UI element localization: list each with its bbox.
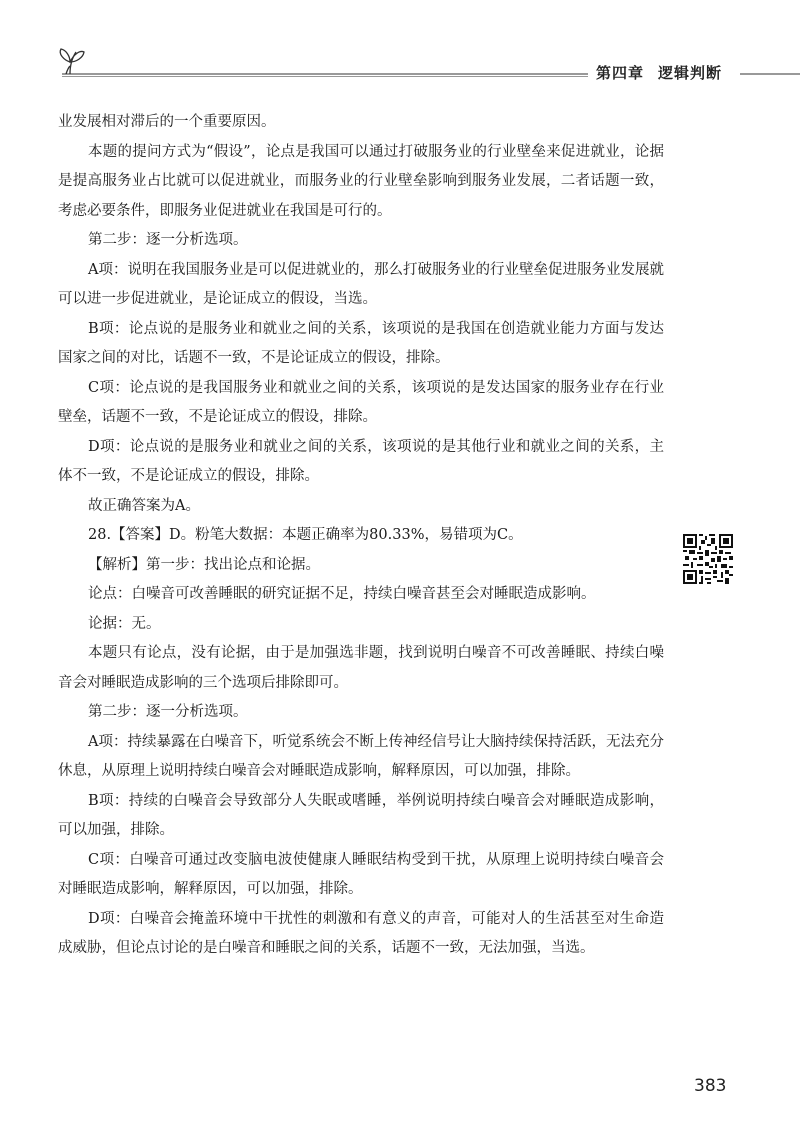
page-number: 383 [694, 1076, 727, 1096]
paragraph: 业发展相对滞后的一个重要原因。 [58, 114, 276, 130]
option-d-paragraph: D项：论点说的是服务业和就业之间的关系，该项说的是其他行业和就业之间的关系，主体不一致，不是论证成立的假设，排除。 [58, 438, 664, 484]
paragraph: 论点：白噪音可改善睡眠的研究证据不足，持续白噪音甚至会对睡眠造成影响。 [88, 586, 596, 602]
page-header [0, 48, 800, 88]
paragraph: 第二步：逐一分析选项。 [88, 232, 248, 248]
option-c-paragraph: C项：论点说的是我国服务业和就业之间的关系，该项说的是发达国家的服务业存在行业壁垒，话题不一致，不是论证成立的假设，排除。 [58, 379, 664, 425]
qr-code[interactable] [683, 534, 733, 584]
option-a-paragraph: A项：说明在我国服务业是可以促进就业的，那么打破服务业的行业壁垒促进服务业发展就可以进一步促进就业，是论证成立的假设，当选。 [58, 261, 664, 307]
body-text [58, 108, 664, 964]
answer-paragraph: 故正确答案为A。 [88, 497, 200, 514]
paragraph: 本题的提问方式为“假设”，论点是我国可以通过打破服务业的行业壁垒来促进就业，论据是提高服务业占比就可以促进就业，而服务业的行业壁垒影响到服务业发展，二者话题一致，考虑必要条件，即服务业促进就业在我国是可行的。 [58, 143, 664, 219]
leaf-logo-icon [60, 49, 84, 74]
option-b-paragraph: B项：持续的白噪音会导致部分人失眠或嗜睡，举例说明持续白噪音会对睡眠造成影响，可以加强，排除。 [58, 792, 664, 838]
option-c-paragraph: C项：白噪音可通过改变脑电波使健康人睡眠结构受到干扰，从原理上说明持续白噪音会对睡眠造成影响，解释原因，可以加强，排除。 [58, 851, 664, 897]
option-a-paragraph: A项：持续暴露在白噪音下，听觉系统会不断上传神经信号让大脑持续保持活跃，无法充分休息，从原理上说明持续白噪音会对睡眠造成影响，解释原因，可以加强，排除。 [58, 733, 664, 779]
paragraph: 第二步：逐一分析选项。 [88, 704, 248, 720]
analysis-heading: 【解析】第一步：找出论点和论据。 [88, 556, 320, 573]
chapter-title [596, 62, 722, 83]
option-b-paragraph: B项：论点说的是服务业和就业之间的关系，该项说的是我国在创造就业能力方面与发达国家之间的对比，话题不一致，不是论证成立的假设，排除。 [58, 320, 664, 366]
chapter-section: 逻辑判断 [658, 64, 723, 82]
question-answer-heading: 28.【答案】D。粉笔大数据：本题正确率为80.33%，易错项为C。 [88, 527, 523, 543]
option-d-paragraph: D项：白噪音会掩盖环境中干扰性的刺激和有意义的声音，可能对人的生活甚至对生命造成威胁，但论点讨论的是白噪音和睡眠之间的关系，话题不一致，无法加强，当选。 [58, 910, 664, 956]
paragraph: 本题只有论点，没有论据，由于是加强选非题，找到说明白噪音不可改善睡眠、持续白噪音会对睡眠造成影响的三个选项后排除即可。 [58, 645, 664, 691]
chapter-number: 第四章 [596, 64, 645, 82]
paragraph: 论据：无。 [88, 615, 161, 632]
